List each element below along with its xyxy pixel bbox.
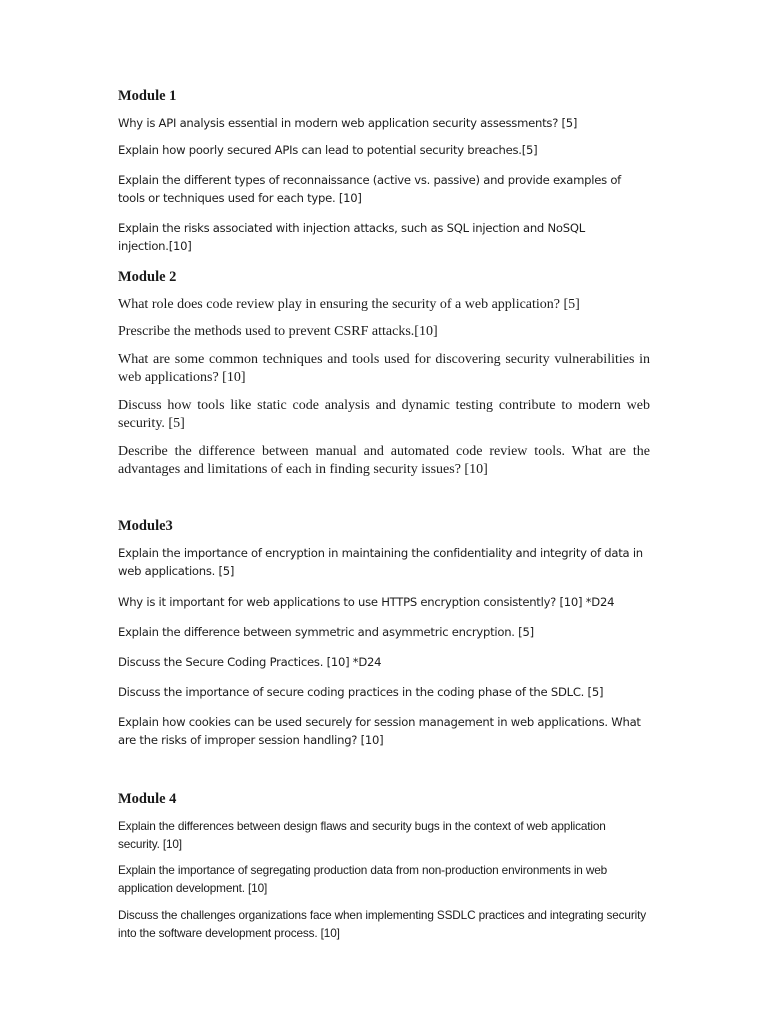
module-1-question-2: Explain how poorly secured APIs can lead to potential security breaches.[5] (118, 143, 538, 157)
module-1-question-3: Explain the different types of reconnaissance (active vs. passive) and provide examples of tools or techniques used for each type. [10] (118, 173, 621, 205)
module-2-heading: Module 2 (118, 269, 177, 285)
module-2-question-4: Discuss how tools like static code analysis and dynamic testing contribute to modern web security. [5] (118, 398, 650, 431)
module-3-question-4: Discuss the Secure Coding Practices. [10] *D24 (118, 655, 382, 669)
module-4-question-3: Discuss the challenges organizations face when implementing SSDLC practices and integrating security into the software development process. [10] (118, 908, 646, 940)
module-1-heading: Module 1 (118, 88, 177, 104)
module-2-question-2: Prescribe the methods used to prevent CSRF attacks.[10] (118, 324, 438, 339)
module-4-heading: Module 4 (118, 791, 177, 807)
module-2-question-5: Describe the difference between manual and automated code review tools. What are the advantages and limitations of each in finding security issues? [10] (118, 444, 650, 477)
module-2-question-3: What are some common techniques and tools used for discovering security vulnerabilities in web applications? [10] (118, 352, 650, 385)
module-3-question-5: Discuss the importance of secure coding practices in the coding phase of the SDLC. [5] (118, 685, 604, 699)
module-3-heading: Module3 (118, 518, 173, 534)
module-2-question-1: What role does code review play in ensuring the security of a web application? [5] (118, 297, 580, 312)
module-3-question-1: Explain the importance of encryption in maintaining the confidentiality and integrity of data in web applications. [5] (118, 546, 643, 578)
module-4-question-1: Explain the differences between design flaws and security bugs in the context of web application security. [10] (118, 819, 606, 851)
module-3-question-3: Explain the difference between symmetric and asymmetric encryption. [5] (118, 625, 534, 639)
module-3-question-6: Explain how cookies can be used securely for session management in web applications. What are the risks of improper session handling? [10] (118, 715, 641, 747)
module-3-question-2: Why is it important for web applications to use HTTPS encryption consistently? [10] *D24 (118, 595, 615, 609)
module-1-question-4: Explain the risks associated with injection attacks, such as SQL injection and NoSQL injection.[10] (118, 221, 585, 253)
module-1-question-1: Why is API analysis essential in modern web application security assessments? [5] (118, 116, 578, 130)
module-4-question-2: Explain the importance of segregating production data from non-production environments in web application development. [10] (118, 863, 608, 895)
